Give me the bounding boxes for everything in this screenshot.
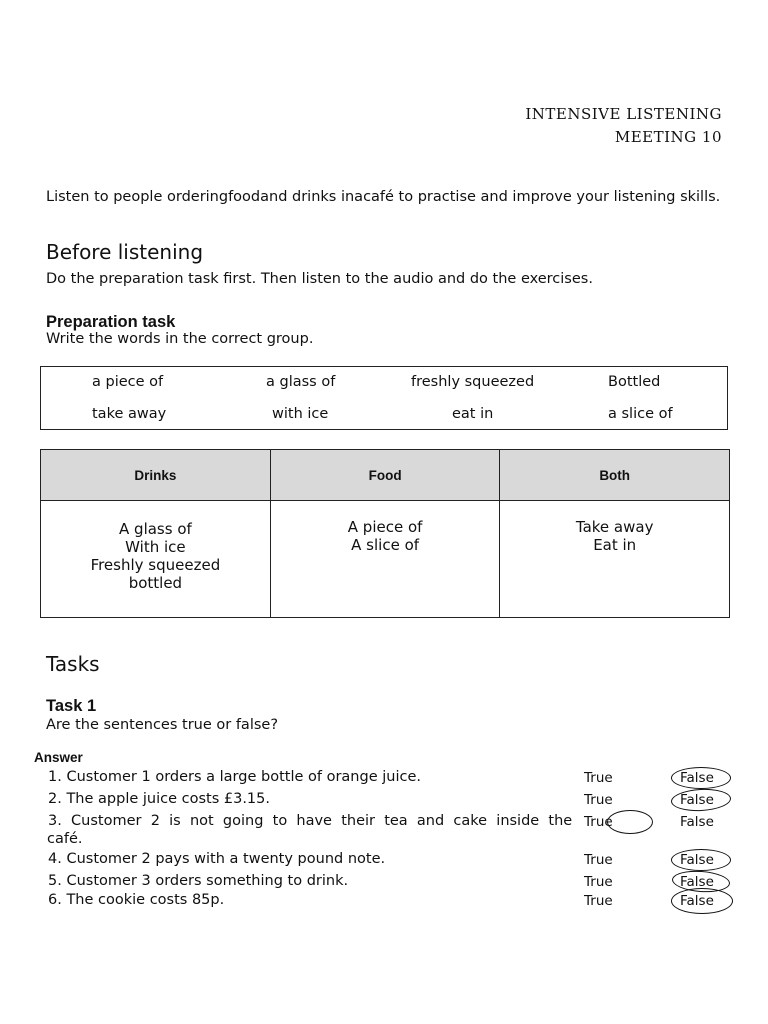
statement-1: 1. Customer 1 orders a large bottle of orange juice. [48,769,421,785]
statement-2: 2. The apple juice costs £3.15. [48,791,270,807]
word-item: with ice [272,406,329,422]
statement-6: 6. The cookie costs 85p. [48,892,225,908]
header-food: Food [270,450,500,501]
answer-circle-mark [671,849,731,871]
false-option[interactable]: False [680,814,714,830]
drinks-item: bottled [128,574,183,592]
answer-label: Answer [34,750,83,765]
word-item: a piece of [92,374,164,390]
statement-4: 4. Customer 2 pays with a twenty pound note. [48,851,386,867]
header-title: INTENSIVE LISTENING [525,105,722,123]
before-listening-heading: Before listening [46,240,204,264]
answer-circle-mark [607,810,653,834]
header-both: Both [500,450,730,501]
food-item: A piece of [347,518,423,536]
answer-circle-mark [671,888,733,914]
tasks-heading: Tasks [46,652,100,676]
false-option[interactable]: False [680,874,714,890]
word-item: take away [92,406,167,422]
statement-3: 3. Customer 2 is not going to have their tea and cake inside the [48,813,573,829]
food-cell [270,501,500,618]
false-option[interactable]: False [680,893,714,909]
drinks-item: With ice [125,538,186,556]
true-option[interactable]: True [584,792,613,808]
word-item: freshly squeezed [411,374,535,390]
drinks-cell [41,501,271,618]
food-item: A slice of [351,536,420,554]
preparation-heading: Preparation task [46,313,176,331]
task1-instruction: Are the sentences true or false? [46,717,279,733]
both-item: Eat in [593,536,637,554]
false-option[interactable]: False [680,792,714,808]
answer-circle-mark [671,767,731,789]
statement-3-continued: café. [47,831,83,847]
intro-paragraph: Listen to people orderingfoodand drinks inacafé to practise and improve your listening skills. [46,189,721,205]
task1-heading: Task 1 [46,697,97,715]
group-table [40,449,730,618]
drinks-item: Freshly squeezed [90,556,221,574]
false-option[interactable]: False [680,770,714,786]
statement-5: 5. Customer 3 orders something to drink. [48,873,349,889]
word-item: a glass of [266,374,336,390]
true-option[interactable]: True [584,770,613,786]
word-item: Bottled [608,374,661,390]
preparation-instruction: Write the words in the correct group. [46,331,314,347]
header-drinks: Drinks [41,450,271,501]
both-item: Take away [575,518,654,536]
true-option[interactable]: True [584,874,613,890]
drinks-item: A glass of [119,520,192,538]
true-option[interactable]: True [584,852,613,868]
false-option[interactable]: False [680,852,714,868]
word-bank [40,366,728,430]
word-item: eat in [452,406,494,422]
before-listening-instruction: Do the preparation task first. Then listen to the audio and do the exercises. [46,271,593,287]
true-option[interactable]: True [584,893,613,909]
both-cell [500,501,730,618]
true-option[interactable]: True [584,814,613,830]
word-item: a slice of [608,406,673,422]
header-meeting: MEETING 10 [614,128,722,146]
